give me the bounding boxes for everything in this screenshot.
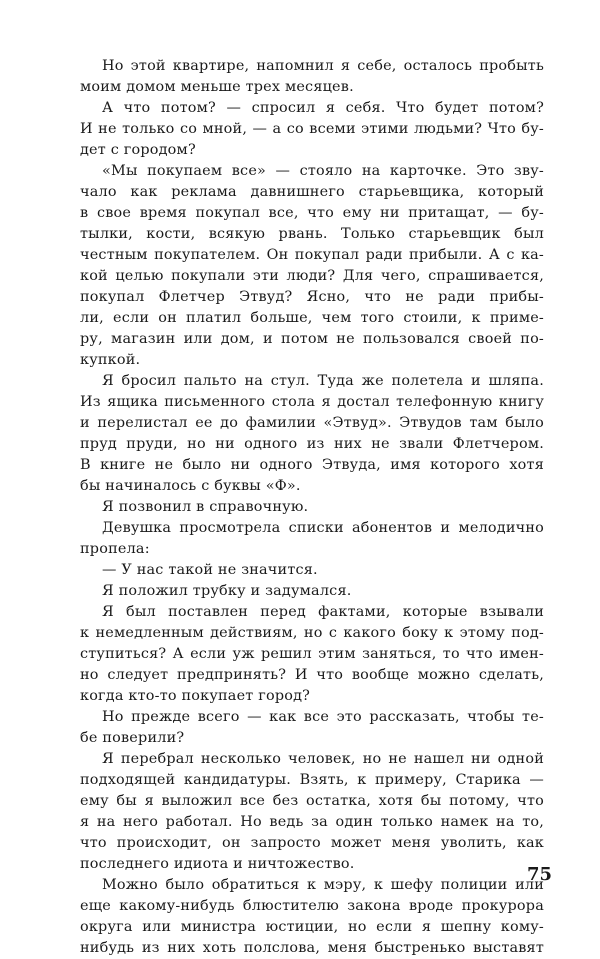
text-line: когда кто-то покупает город? (80, 688, 311, 704)
text-line: что происходит, он запросто может меня уволить, как (80, 835, 544, 851)
text-line: ему бы я выложил все без остатка, хотя бы потому, что (80, 793, 544, 809)
text-line: и перелистал ее до фамилии «Этвуд». Этвудов там было (80, 415, 544, 431)
text-line: последнего идиота и ничтожество. (80, 856, 355, 872)
paragraph (80, 707, 544, 749)
text-line: И не только со мной, — а со всеми этими людьми? Что бу- (80, 121, 544, 137)
text-line: я на него работал. Но ведь за один только намек на то, (80, 814, 544, 830)
text-line: кой целью покупали эти люди? Для чего, спрашивается, (80, 268, 544, 284)
text-line: но следует предпринять? И что вообще можно сделать, (80, 667, 544, 683)
paragraph (80, 560, 544, 581)
paragraph (80, 581, 544, 602)
text-line: А что потом? — спросил я себя. Что будет потом? (102, 100, 544, 116)
paragraph (80, 518, 544, 560)
text-line: — У нас такой не значится. (102, 562, 318, 578)
text-line: Из ящика письменного стола я достал телефонную книгу (80, 394, 544, 410)
text-line: пруд пруди, но ни одного из них не звали Флетчером. (80, 436, 544, 452)
text-line: дет с городом? (80, 142, 196, 158)
text-line: Я позвонил в справочную. (102, 499, 309, 515)
paragraph (80, 875, 544, 959)
text-line: к немедленным действиям, но с какого боку к этому под- (80, 625, 544, 641)
text-line: покупал Флетчер Этвуд? Ясно, что не ради прибы- (80, 289, 544, 305)
text-line: бе поверили? (80, 730, 185, 746)
page-body (80, 56, 544, 959)
paragraph (80, 161, 544, 371)
text-line: ли, если он платил больше, чем того стоили, к приме- (80, 310, 544, 326)
text-line: Я положил трубку и задумался. (102, 583, 352, 599)
text-line: Я был поставлен перед фактами, которые взывали (102, 604, 544, 620)
text-line: Можно было обратиться к мэру, к шефу полиции или (102, 877, 544, 893)
text-line: моим домом меньше трех месяцев. (80, 79, 354, 95)
text-line: Я перебрал несколько человек, но не нашел ни одной (102, 751, 544, 767)
text-line: нибудь из них хоть полслова, меня быстренько выставят (80, 940, 544, 956)
text-line: Девушка просмотрела списки абонентов и мелодично (102, 520, 544, 536)
text-line: Но этой квартире, напомнил я себе, осталось пробыть (102, 58, 544, 74)
page-number: 75 (526, 864, 552, 885)
text-line: чало как реклама давнишнего старьевщика, который (80, 184, 544, 200)
text-line: В книге не было ни одного Этвуда, имя которого хотя (80, 457, 544, 473)
paragraph (80, 56, 544, 98)
text-line: ступиться? А если уж решил этим заняться, то что имен- (80, 646, 544, 662)
text-line: бы начиналось с буквы «Ф». (80, 478, 301, 494)
text-line: округа или министра юстиции, но если я шепну кому- (80, 919, 544, 935)
paragraph (80, 371, 544, 497)
paragraph (80, 602, 544, 707)
text-line: еще какому-нибудь блюстителю закона вроде прокурора (80, 898, 544, 914)
text-line: пропела: (80, 541, 150, 557)
paragraph (80, 98, 544, 161)
text-line: Но прежде всего — как все это рассказать, чтобы те- (102, 709, 544, 725)
text-line: подходящей кандидатуры. Взять, к примеру, Старика — (80, 772, 544, 788)
text-line: тылки, кости, всякую рвань. Только старьевщик был (80, 226, 544, 242)
text-line: «Мы покупаем все» — стояло на карточке. Это зву- (102, 163, 544, 179)
paragraph (80, 497, 544, 518)
paragraph (80, 749, 544, 875)
text-line: честным покупателем. Он покупал ради прибыли. А с ка- (80, 247, 544, 263)
text-line: в свое время покупал все, что ему ни притащат, — бу- (80, 205, 544, 221)
text-line: Я бросил пальто на стул. Туда же полетела и шляпа. (102, 373, 544, 389)
text-line: ру, магазин или дом, и потом не пользовался своей по- (80, 331, 544, 347)
text-line: купкой. (80, 352, 141, 368)
